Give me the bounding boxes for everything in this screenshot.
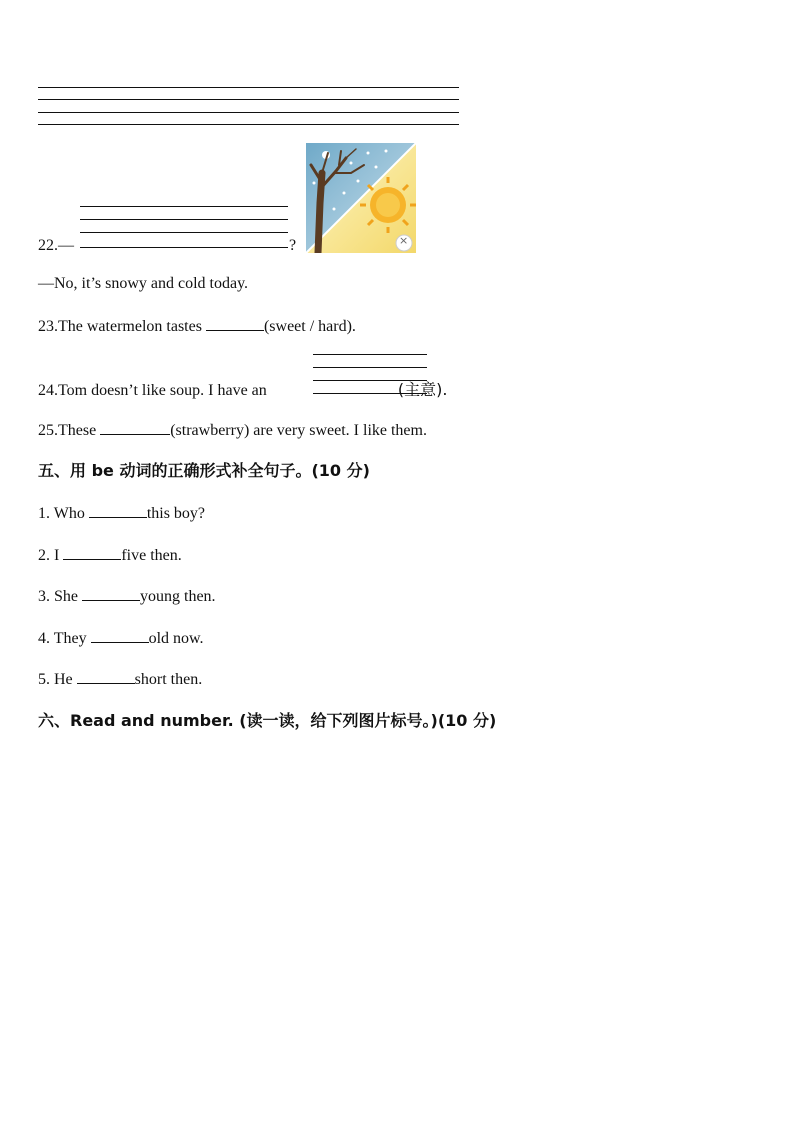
q25: 25.These (strawberry) are very sweet. I like them.: [38, 422, 427, 439]
q22-answer: —No, it’s snowy and cold today.: [38, 275, 249, 292]
q22-question-mark: ?: [289, 237, 297, 254]
q22-number: 22.—: [38, 237, 74, 254]
section5-item-5: 5. He short then.: [38, 671, 203, 688]
q22-writing-line-2: [80, 219, 288, 220]
writing-line-1: [38, 87, 459, 88]
writing-line-3: [38, 112, 459, 113]
q24: 24.Tom doesn’t like soup. I have an (主意).: [38, 380, 448, 399]
q23-blank[interactable]: [206, 316, 264, 331]
section5-item-3: 3. She young then.: [38, 588, 216, 605]
q24-writing-line-2: [313, 367, 427, 368]
close-icon[interactable]: ×: [399, 234, 409, 247]
section5-item-2: 2. I five then.: [38, 547, 182, 564]
writing-line-2: [38, 99, 459, 100]
section6-heading: 六、Read and number. (读一读，给下列图片标号。)(10 分): [38, 711, 497, 730]
section5-item-1: 1. Who this boy?: [38, 505, 206, 522]
section5-item-4: 4. They old now.: [38, 630, 204, 647]
q24-writing-line-1: [313, 354, 427, 355]
q22-writing-line-1: [80, 206, 288, 207]
s5-blank-5[interactable]: [77, 669, 135, 684]
q22-writing-line-4: [80, 247, 288, 248]
s5-blank-2[interactable]: [63, 545, 121, 560]
q23: 23.The watermelon tastes (sweet / hard).: [38, 318, 356, 335]
q22-writing-line-3: [80, 232, 288, 233]
s5-blank-3[interactable]: [82, 586, 140, 601]
writing-line-4: [38, 124, 459, 125]
winter-summer-image: [306, 143, 416, 253]
s5-blank-1[interactable]: [89, 503, 147, 518]
q25-blank[interactable]: [100, 420, 170, 435]
section5-heading: 五、用 be 动词的正确形式补全句子。(10 分): [38, 461, 370, 480]
s5-blank-4[interactable]: [91, 628, 149, 643]
